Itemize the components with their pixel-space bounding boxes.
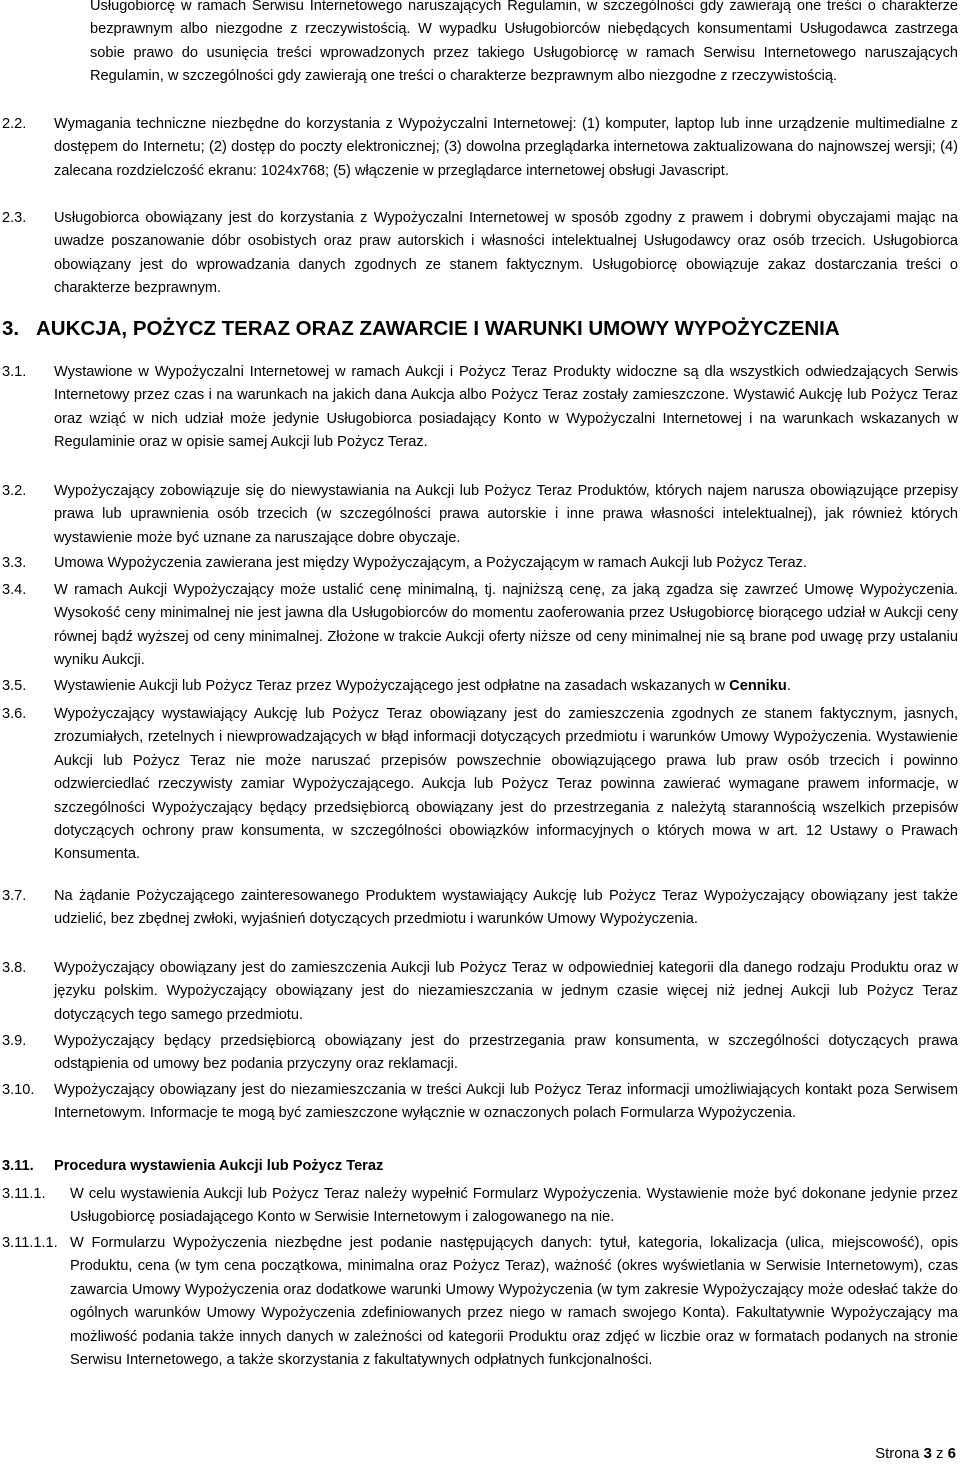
section-number: 2.2. bbox=[2, 116, 27, 132]
section-number: 3.1. bbox=[2, 364, 27, 380]
section-text: Umowa Wypożyczenia zawierana jest między Wypożyczającym, a Pożyczającym w ramach Aukcji lub Pożycz Teraz. bbox=[54, 555, 807, 571]
section-text: Wymagania techniczne niezbędne do korzystania z Wypożyczalni Internetowej: (1) komputer, laptop lub inne urządzenie multimedialne z dostępem do Internetu; (2) dostęp do poczty elektronicznej; (3) dowolna przeglądarka internetowa zaktualizowana do najnowszej wersji; (4) zalecana rozdzielczość ekranu: 1024x768; (5) włączenie w przeglądarce internetowej obsługi Javascript. bbox=[54, 116, 958, 179]
section-number: 3.11. bbox=[2, 1158, 34, 1174]
section-3-1 bbox=[0, 361, 960, 455]
section-number: 2.3. bbox=[2, 210, 27, 226]
section-3-8 bbox=[0, 957, 960, 1027]
page-label: Strona bbox=[875, 1445, 924, 1462]
heading-text: AUKCJA, POŻYCZ TERAZ ORAZ ZAWARCIE I WARUNKI UMOWY WYPOŻYCZENIA bbox=[36, 317, 840, 340]
section-text bbox=[54, 675, 958, 698]
section-heading-3 bbox=[0, 316, 960, 342]
section-text-part: Wystawienie Aukcji lub Pożycz Teraz przez Wypożyczającego jest odpłatne na zasadach wskazanych w bbox=[54, 678, 730, 694]
section-text: Wypożyczający obowiązany jest do zamieszczenia Aukcji lub Pożycz Teraz w odpowiedniej kategorii dla danego rodzaju Produktu oraz w języku polskim. Wypożyczający obowiązany jest do niezamieszczania w jednym czasie więcej niż jednej Aukcji lub Pożycz Teraz dotyczących tego samego przedmiotu. bbox=[54, 960, 958, 1023]
section-number: 3.11.1. bbox=[2, 1186, 46, 1202]
section-number: 3.4. bbox=[2, 582, 27, 598]
section-3-7 bbox=[0, 885, 960, 932]
page-separator: z bbox=[931, 1445, 948, 1462]
section-number: 3.6. bbox=[2, 706, 27, 722]
section-3-10 bbox=[0, 1079, 960, 1126]
heading-number: 3. bbox=[2, 317, 20, 340]
section-number: 3.10. bbox=[2, 1082, 35, 1098]
section-3-11-1 bbox=[0, 1183, 960, 1230]
section-number: 3.5. bbox=[2, 678, 27, 694]
section-3-4 bbox=[0, 579, 960, 673]
section-3-11 bbox=[0, 1155, 960, 1178]
section-3-2 bbox=[0, 480, 960, 550]
section-3-11-1-1 bbox=[0, 1232, 960, 1372]
section-number: 3.7. bbox=[2, 888, 27, 904]
section-text-end: . bbox=[786, 678, 791, 694]
section-2-3 bbox=[0, 207, 960, 301]
section-number: 3.8. bbox=[2, 960, 27, 976]
current-page: 3 bbox=[923, 1445, 932, 1462]
section-3-6 bbox=[0, 703, 960, 867]
lead-paragraph bbox=[0, 0, 960, 89]
section-3-3 bbox=[0, 552, 960, 575]
lead-text: Usługobiorcę w ramach Serwisu Internetowego naruszających Regulamin, w szczególności gdy zawierają one treści o charakterze bezprawnym albo niezgodne z rzeczywistością. W wypadku Usługobiorców niebędących konsumentami Usługodawca zastrzega sobie prawo do usunięcia treści wprowadzonych przez takiego Usługobiorcę w ramach Serwisu Internetowego naruszających Regulamin, w szczególności gdy zawierają one treści o charakterze bezprawnym albo niezgodne z rzeczywistością. bbox=[90, 0, 958, 85]
section-number: 3.9. bbox=[2, 1033, 27, 1049]
total-pages: 6 bbox=[947, 1445, 956, 1462]
section-number: 3.11.1.1. bbox=[2, 1235, 58, 1251]
section-3-5 bbox=[0, 675, 960, 698]
page-number-footer bbox=[875, 1444, 956, 1464]
pricing-link-text: Cenniku bbox=[729, 678, 787, 694]
section-text: Wystawione w Wypożyczalni Internetowej w ramach Aukcji i Pożycz Teraz Produkty widoczne są dla wszystkich odwiedzających Serwis Internetowy przez czas i na warunkach na jakich dana Aukcja albo Pożycz Teraz zostały zamieszczone. Wystawić Aukcję lub Pożycz Teraz oraz wziąć w nich udział może jedynie Usługobiorca posiadający Konto w Wypożyczalni Internetowej i na warunkach wskazanych w Regulaminie oraz w opisie samej Aukcji lub Pożycz Teraz. bbox=[54, 364, 958, 451]
section-text: W Formularzu Wypożyczenia niezbędne jest podanie następujących danych: tytuł, kategoria, lokalizacja (ulica, miejscowość), opis Produktu, cena (w tym cena początkowa, minimalna oraz Pożycz Teraz), ważność (okres wyświetlania w Serwisie Internetowym), czas zawarcia Umowy Wypożyczenia oraz dodatkowe warunki Umowy Wypożyczenia (w tym zakresie Wypożyczający może odesłać także do ogólnych warunków Umowy Wypożyczenia zdefiniowanych przez niego w ramach swojego Konta). Fakultatywnie Wypożyczający ma możliwość podania także innych danych w zależności od kategorii Produktu oraz zdjęć w liczbie oraz w formatach podanych na stronie Serwisu Internetowego, a także skorzystania z fakultatywnych odpłatnych funkcjonalności. bbox=[70, 1235, 958, 1369]
section-text: Usługobiorca obowiązany jest do korzystania z Wypożyczalni Internetowej w sposób zgodny z prawem i dobrymi obyczajami mając na uwadze poszanowanie dóbr osobistych oraz praw autorskich i własności intelektualnej Usługodawcy oraz osób trzecich. Usługobiorca obowiązany jest do wprowadzania danych zgodnych ze stanem faktycznym. Usługobiorcę obowiązuje zakaz dostarczania treści o charakterze bezprawnym. bbox=[54, 210, 958, 297]
section-2-2 bbox=[0, 113, 960, 183]
section-text: Wypożyczający wystawiający Aukcję lub Pożycz Teraz obowiązany jest do zamieszczenia zgodnych ze stanem faktycznym, jasnych, zrozumiałych, rzetelnych i niewprowadzających w błąd informacji dotyczących przedmiotu i warunków Umowy Wypożyczenia. Wystawienie Aukcji lub Pożycz Teraz nie może naruszać przepisów powszechnie obowiązującego prawa lub praw osób trzecich i powinno odzwierciedlać rzeczywisty zamiar Wypożyczającego. Aukcja lub Pożycz Teraz powinna zawierać wymagane prawem informacje, w szczególności Wypożyczający będący przedsiębiorcą obowiązany jest do przestrzegania z należytą starannością wszelkich przepisów dotyczących ochrony praw konsumenta, w szczególności obowiązków informacyjnych o których mowa w art. 12 Ustawy o Prawach Konsumenta. bbox=[54, 706, 958, 863]
section-number: 3.3. bbox=[2, 555, 27, 571]
section-text: Na żądanie Pożyczającego zainteresowanego Produktem wystawiający Aukcję lub Pożycz Teraz Wypożyczający obowiązany jest także udzielić, bez zbędnej zwłoki, wyjaśnień dotyczących przedmiotu i warunków Umowy Wypożyczenia. bbox=[54, 888, 958, 928]
section-title: Procedura wystawienia Aukcji lub Pożycz Teraz bbox=[54, 1158, 384, 1174]
section-3-9 bbox=[0, 1030, 960, 1077]
section-text: W ramach Aukcji Wypożyczający może ustalić cenę minimalną, tj. najniższą cenę, za jaką zgadza się zawrzeć Umowę Wypożyczenia. Wysokość ceny minimalnej nie jest jawna dla Usługobiorców do momentu zaoferowania przez Usługobiorcę biorącego udział w Aukcji ceny równej bądź wyższej od ceny minimalnej. Złożone w trakcie Aukcji oferty niższe od ceny minimalnej nie są brane pod uwagę przy ustalaniu wyniku Aukcji. bbox=[54, 582, 958, 669]
section-text: Wypożyczający zobowiązuje się do niewystawiania na Aukcji lub Pożycz Teraz Produktów, których najem narusza obowiązujące przepisy prawa lub uprawnienia osób trzecich (w szczególności prawa autorskie i inne prawa własności intelektualnej), jak również których wystawienie może być uznane za naruszające dobre obyczaje. bbox=[54, 483, 958, 546]
section-text: Wypożyczający będący przedsiębiorcą obowiązany jest do przestrzegania praw konsumenta, w szczególności dotyczących prawa odstąpienia od umowy bez podania przyczyny oraz reklamacji. bbox=[54, 1033, 958, 1073]
section-number: 3.2. bbox=[2, 483, 27, 499]
section-text: Wypożyczający obowiązany jest do niezamieszczania w treści Aukcji lub Pożycz Teraz informacji umożliwiających kontakt poza Serwisem Internetowym. Informacje te mogą być zamieszczone wyłącznie w oznaczonych polach Formularza Wypożyczenia. bbox=[54, 1082, 958, 1122]
section-text: W celu wystawienia Aukcji lub Pożycz Teraz należy wypełnić Formularz Wypożyczenia. Wystawienie może być dokonane jedynie przez Usługobiorcę posiadającego Konto w Serwisie Internetowym i zalogowanego na nie. bbox=[70, 1186, 958, 1226]
